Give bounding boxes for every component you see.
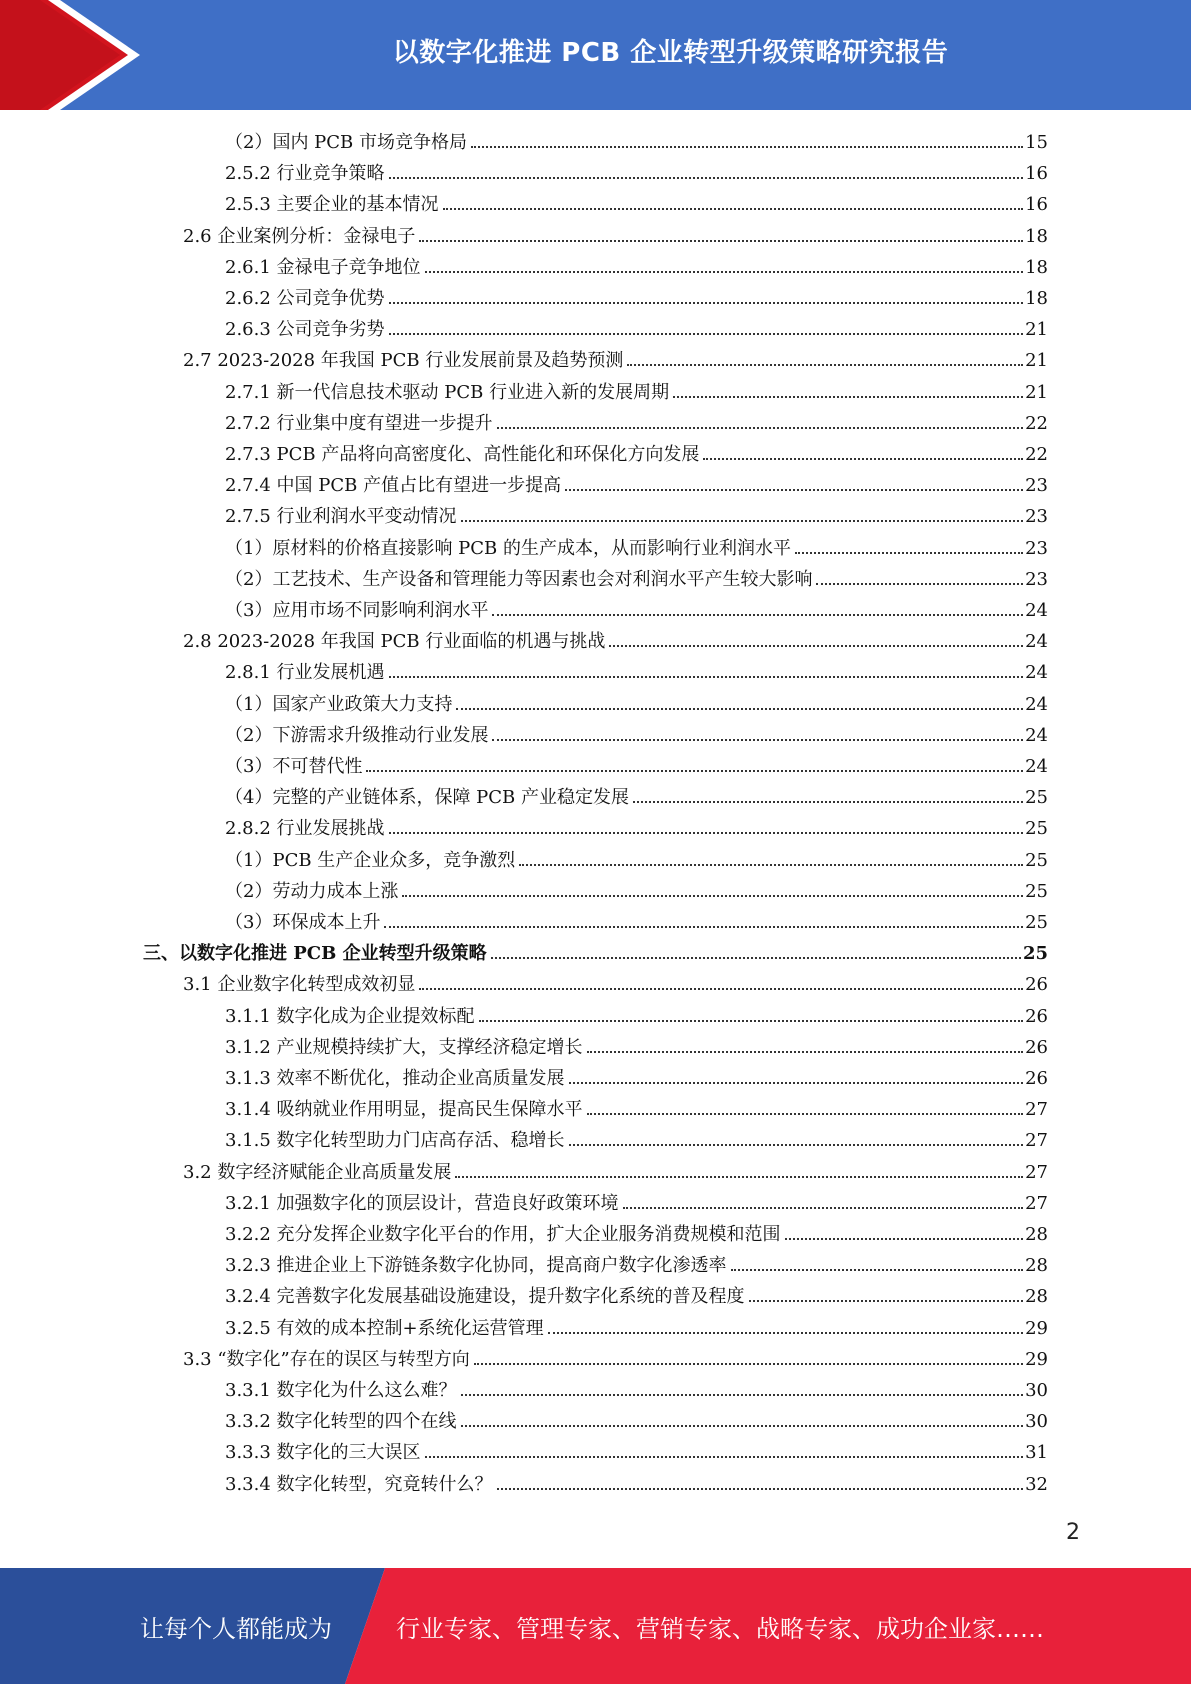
toc-entry[interactable] [225,908,1048,934]
toc-entry-page: 26 [1025,1068,1048,1089]
toc-entry-title: 2.7.5 行业利润水平变动情况 [225,506,457,528]
toc-entry-page: 16 [1025,194,1048,216]
toc-entry[interactable] [225,783,1048,809]
toc-entry-page: 28 [1025,1224,1048,1245]
toc-entry-page: 27 [1025,1192,1048,1214]
toc-dot-leader [569,1082,1024,1084]
toc-entry-page: 25 [1025,787,1048,809]
toc-entry-title: （4）完整的产业链体系，保障 PCB 产业稳定发展 [225,787,630,809]
toc-entry[interactable] [143,939,1048,965]
toc-entry-page: 18 [1025,225,1048,247]
toc-dot-leader [389,333,1024,335]
toc-entry-title: 2.6.3 公司竞争劣势 [225,319,385,341]
toc-dot-leader [497,1488,1024,1490]
toc-entry-page: 23 [1025,506,1048,528]
toc-entry[interactable] [225,253,1048,279]
toc-entry-page: 22 [1025,444,1048,465]
toc-entry-page: 18 [1025,288,1048,309]
toc-entry-page: 25 [1025,818,1048,840]
toc-entry[interactable] [225,565,1048,591]
toc-entry-title: 2.8.1 行业发展机遇 [225,662,385,684]
footer-slogan-left: 让每个人都能成为 [140,1614,332,1643]
page-footer [0,1568,1191,1684]
toc-entry-title: 2.6.2 公司竞争优势 [225,288,385,309]
toc-entry-title: （2）劳动力成本上涨 [225,880,399,902]
toc-dot-leader [633,801,1023,803]
toc-entry[interactable] [225,378,1048,404]
toc-entry[interactable] [225,159,1048,185]
toc-dot-leader [455,1176,1023,1178]
toc-entry-title: 3.2.3 推进企业上下游链条数字化协同，提高商户数字化渗透率 [225,1255,727,1277]
toc-entry-page: 26 [1025,974,1048,996]
toc-entry[interactable] [225,128,1048,154]
toc-entry-title: 3.1 企业数字化转型成效初显 [183,974,416,996]
toc-dot-leader [474,1363,1023,1365]
toc-dot-leader [703,458,1023,460]
toc-dot-leader [491,957,1021,959]
toc-entry-title: 3.1.4 吸纳就业作用明显，提高民生保障水平 [225,1099,583,1121]
toc-entry-title: 2.7.1 新一代信息技术驱动 PCB 行业进入新的发展周期 [225,381,670,403]
toc-entry-page: 24 [1025,724,1048,746]
toc-entry-title: 3.2.2 充分发挥企业数字化平台的作用，扩大企业服务消费规模和范围 [225,1224,781,1245]
toc-entry-title: 3.1.5 数字化转型助力门店高存活、稳增长 [225,1130,565,1152]
toc-dot-leader [425,1456,1024,1458]
toc-dot-leader [384,926,1023,928]
toc-entry[interactable] [225,1095,1048,1121]
toc-entry[interactable] [225,1470,1048,1496]
toc-entry[interactable] [225,1438,1048,1464]
toc-entry-title: 2.6 企业案例分析：金禄电子 [183,225,416,247]
toc-entry[interactable] [225,440,1048,466]
toc-entry-title: 3.3.2 数字化转型的四个在线 [225,1411,457,1433]
toc-entry-title: 2.5.2 行业竞争策略 [225,163,385,185]
toc-entry-title: 3.3.4 数字化转型，究竟转什么？ [225,1473,493,1495]
toc-entry-title: 3.2.5 有效的成本控制+系统化运营管理 [225,1317,544,1339]
toc-entry[interactable] [225,814,1048,840]
toc-dot-leader [587,1051,1024,1053]
toc-entry[interactable] [225,1189,1048,1215]
toc-dot-leader [795,552,1023,554]
toc-entry-page: 24 [1025,662,1048,684]
toc-entry-page: 24 [1025,631,1048,653]
toc-entry-page: 25 [1022,943,1048,965]
toc-entry[interactable] [225,1376,1048,1402]
toc-dot-leader [609,645,1023,647]
toc-entry[interactable] [183,627,1048,653]
toc-dot-leader [569,1144,1024,1146]
toc-entry-title: （2）下游需求升级推动行业发展 [225,724,489,746]
toc-entry[interactable] [225,877,1048,903]
toc-entry[interactable] [225,315,1048,341]
toc-entry-page: 31 [1025,1442,1048,1464]
toc-entry[interactable] [183,1158,1048,1184]
toc-entry-title: （3）环保成本上升 [225,912,381,933]
toc-entry-title: 2.7.3 PCB 产品将向高密度化、高性能化和环保化方向发展 [225,444,700,465]
toc-dot-leader [673,396,1023,398]
toc-entry-title: 2.7.4 中国 PCB 产值占比有望进一步提高 [225,475,562,497]
toc-entry[interactable] [183,346,1048,372]
toc-entry[interactable] [225,690,1048,716]
toc-entry-page: 24 [1025,756,1048,777]
toc-entry[interactable] [225,1314,1048,1340]
toc-entry-page: 29 [1025,1317,1048,1339]
toc-entry-title: （1）原材料的价格直接影响 PCB 的生产成本，从而影响行业利润水平 [225,537,792,559]
toc-entry-page: 27 [1025,1130,1048,1152]
toc-entry-page: 25 [1025,880,1048,902]
toc-dot-leader [425,271,1024,273]
toc-entry[interactable] [225,409,1048,435]
toc-dot-leader [587,1113,1024,1115]
toc-entry[interactable] [225,1126,1048,1152]
toc-entry-title: （1）国家产业政策大力支持 [225,693,453,715]
toc-entry-page: 28 [1025,1286,1048,1308]
toc-entry-page: 23 [1025,537,1048,559]
toc-entry-page: 21 [1025,319,1048,341]
toc-entry-page: 21 [1025,381,1048,403]
toc-entry[interactable] [225,596,1048,622]
toc-entry-title: （1）PCB 生产企业众多，竞争激烈 [225,849,516,871]
toc-entry-page: 30 [1025,1411,1048,1433]
toc-entry[interactable] [225,846,1048,872]
toc-dot-leader [731,1269,1024,1271]
toc-entry-page: 25 [1025,849,1048,871]
toc-entry-page: 26 [1025,1005,1048,1027]
toc-dot-leader [366,770,1023,772]
toc-entry[interactable] [225,752,1048,778]
toc-dot-leader [461,520,1024,522]
toc-entry-page: 21 [1025,350,1048,372]
toc-entry-title: 3.1.2 产业规模持续扩大，支撑经济稳定增长 [225,1036,583,1058]
toc-entry[interactable] [225,1282,1048,1308]
toc-entry-page: 32 [1025,1473,1048,1495]
toc-dot-leader [565,489,1023,491]
toc-entry[interactable] [225,1064,1048,1090]
toc-entry-page: 24 [1025,693,1048,715]
toc-entry-title: 2.8 2023-2028 年我国 PCB 行业面临的机遇与挑战 [183,631,606,653]
toc-dot-leader [471,146,1023,148]
toc-entry-page: 27 [1025,1099,1048,1121]
toc-entry-page: 30 [1025,1380,1048,1401]
toc-entry-title: 3.1.1 数字化成为企业提效标配 [225,1005,475,1027]
toc-entry-title: 2.7 2023-2028 年我国 PCB 行业发展前景及趋势预测 [183,350,624,372]
toc-entry[interactable] [183,970,1048,996]
toc-entry-title: 3.2 数字经济赋能企业高质量发展 [183,1161,452,1183]
toc-entry[interactable] [225,1407,1048,1433]
toc-entry-page: 16 [1025,163,1048,185]
toc-dot-leader [785,1238,1024,1240]
toc-entry-page: 27 [1025,1161,1048,1183]
toc-dot-leader [389,676,1024,678]
toc-entry-title: 3.3.3 数字化的三大误区 [225,1442,421,1464]
toc-entry[interactable] [225,284,1048,310]
toc-entry[interactable] [225,534,1048,560]
toc-entry-title: （3）应用市场不同影响利润水平 [225,600,489,621]
toc-dot-leader [623,1207,1024,1209]
toc-dot-leader [389,177,1024,179]
toc-entry-title: 2.5.3 主要企业的基本情况 [225,194,439,216]
toc-entry-page: 15 [1025,132,1048,153]
toc-entry-page: 23 [1025,568,1048,590]
page-number: 2 [1066,1520,1080,1545]
toc-entry-title: （2）国内 PCB 市场竞争格局 [225,132,468,153]
toc-entry-title: 3.2.4 完善数字化发展基础设施建设，提升数字化系统的普及程度 [225,1286,745,1308]
toc-entry-page: 26 [1025,1036,1048,1058]
toc-dot-leader [497,427,1024,429]
toc-dot-leader [492,614,1023,616]
toc-entry-page: 18 [1025,256,1048,278]
toc-dot-leader [492,739,1023,741]
toc-dot-leader [443,208,1024,210]
toc-entry-title: 3.3.1 数字化为什么这么难？ [225,1380,457,1401]
toc-entry-title: 3.3 “数字化”存在的误区与转型方向 [183,1348,470,1370]
toc-entry-title: 2.6.1 金禄电子竞争地位 [225,256,421,278]
toc-entry-title: 3.2.1 加强数字化的顶层设计，营造良好政策环境 [225,1192,619,1214]
report-title: 以数字化推进 PCB 企业转型升级策略研究报告 [392,37,949,68]
toc-entry[interactable] [225,1251,1048,1277]
toc-entry[interactable] [225,471,1048,497]
toc-dot-leader [749,1300,1024,1302]
toc-dot-leader [519,864,1023,866]
toc-dot-leader [479,1020,1024,1022]
toc-entry-page: 24 [1025,600,1048,621]
toc-entry-page: 28 [1025,1255,1048,1277]
toc-entry[interactable] [225,658,1048,684]
footer-slogan-right: 行业专家、管理专家、营销专家、战略专家、成功企业家…… [396,1614,1044,1643]
toc-dot-leader [419,988,1023,990]
toc-entry[interactable] [183,222,1048,248]
toc-dot-leader [816,583,1023,585]
toc-entry-page: 22 [1025,412,1048,434]
toc-entry-page: 29 [1025,1348,1048,1370]
toc-entry[interactable] [225,1220,1048,1246]
toc-dot-leader [419,240,1023,242]
toc-dot-leader [456,708,1023,710]
page-header [0,0,1191,110]
toc-dot-leader [402,895,1023,897]
toc-dot-leader [461,1425,1024,1427]
toc-entry[interactable] [225,1033,1048,1059]
toc-entry-title: （3）不可替代性 [225,756,363,777]
toc-dot-leader [389,832,1024,834]
toc-entry-title: 2.7.2 行业集中度有望进一步提升 [225,412,493,434]
toc-dot-leader [461,1394,1024,1396]
toc-dot-leader [548,1332,1023,1334]
toc-entry[interactable] [225,502,1048,528]
toc-entry[interactable] [183,1345,1048,1371]
toc-entry-title: 三、以数字化推进 PCB 企业转型升级策略 [143,943,487,965]
toc-entry[interactable] [225,1002,1048,1028]
toc-entry[interactable] [225,721,1048,747]
toc-entry-title: 3.1.3 效率不断优化，推动企业高质量发展 [225,1068,565,1089]
toc-entry-page: 23 [1025,475,1048,497]
toc-entry[interactable] [225,190,1048,216]
toc-dot-leader [627,364,1023,366]
toc-entry-page: 25 [1025,912,1048,933]
toc-entry-title: 2.8.2 行业发展挑战 [225,818,385,840]
toc-entry-title: （2）工艺技术、生产设备和管理能力等因素也会对利润水平产生较大影响 [225,568,813,590]
toc-dot-leader [389,302,1024,304]
